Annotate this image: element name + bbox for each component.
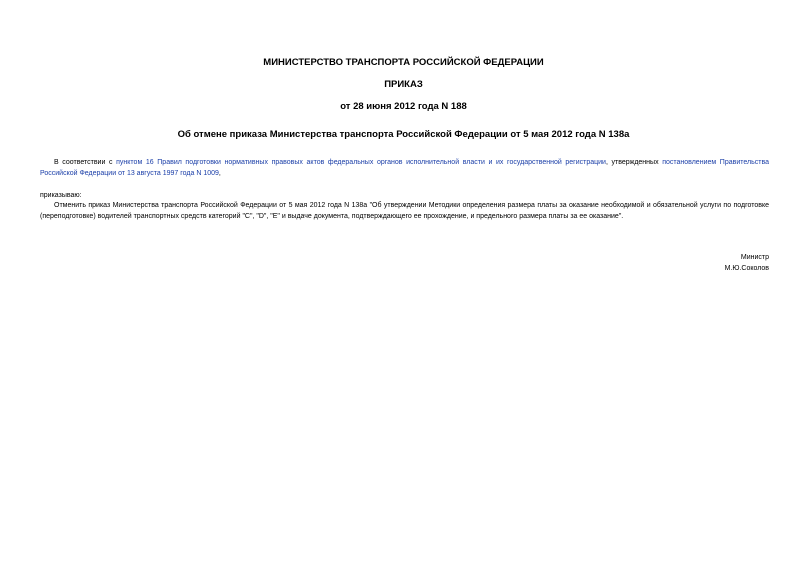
cancel-paragraph: Отменить приказ Министерства транспорта Российской Федерации от 5 мая 2012 года N 138а "Об утверждении Методики определения размера платы за оказание необходимой и обязательной услуги по подготовке (переподготовке) водителей транспортных средств категорий "C", "D", "E" и выдаче документа, подтверждающего ее прохождение, и предельного размера платы за ее оказание". bbox=[40, 202, 769, 220]
decree-link[interactable]: постановлением Правительства Российской Федерации от 13 августа 1997 года N 1009 bbox=[40, 159, 770, 177]
intro-middle: , утвержденных bbox=[605, 159, 663, 166]
signature-name: М.Ю.Соколов bbox=[724, 265, 769, 272]
order-word: приказываю: bbox=[40, 192, 82, 199]
document-type-heading: ПРИКАЗ bbox=[384, 79, 423, 90]
ministry-heading: МИНИСТЕРСТВО ТРАНСПОРТА РОССИЙСКОЙ ФЕДЕРАЦИИ bbox=[263, 57, 544, 68]
document-title: Об отмене приказа Министерства транспорта Российской Федерации от 5 мая 2012 года N 138а bbox=[177, 129, 630, 140]
intro-paragraph bbox=[40, 158, 769, 179]
rules-link[interactable]: пунктом 16 Правил подготовки нормативных правовых актов федеральных органов исполнительной власти и их государственной регистрации bbox=[116, 159, 606, 166]
intro-suffix: , bbox=[218, 169, 221, 177]
signature-role: Министр bbox=[740, 254, 769, 261]
intro-prefix: В соответствии с bbox=[54, 159, 117, 166]
date-number-heading: от 28 июня 2012 года N 188 bbox=[340, 101, 467, 112]
